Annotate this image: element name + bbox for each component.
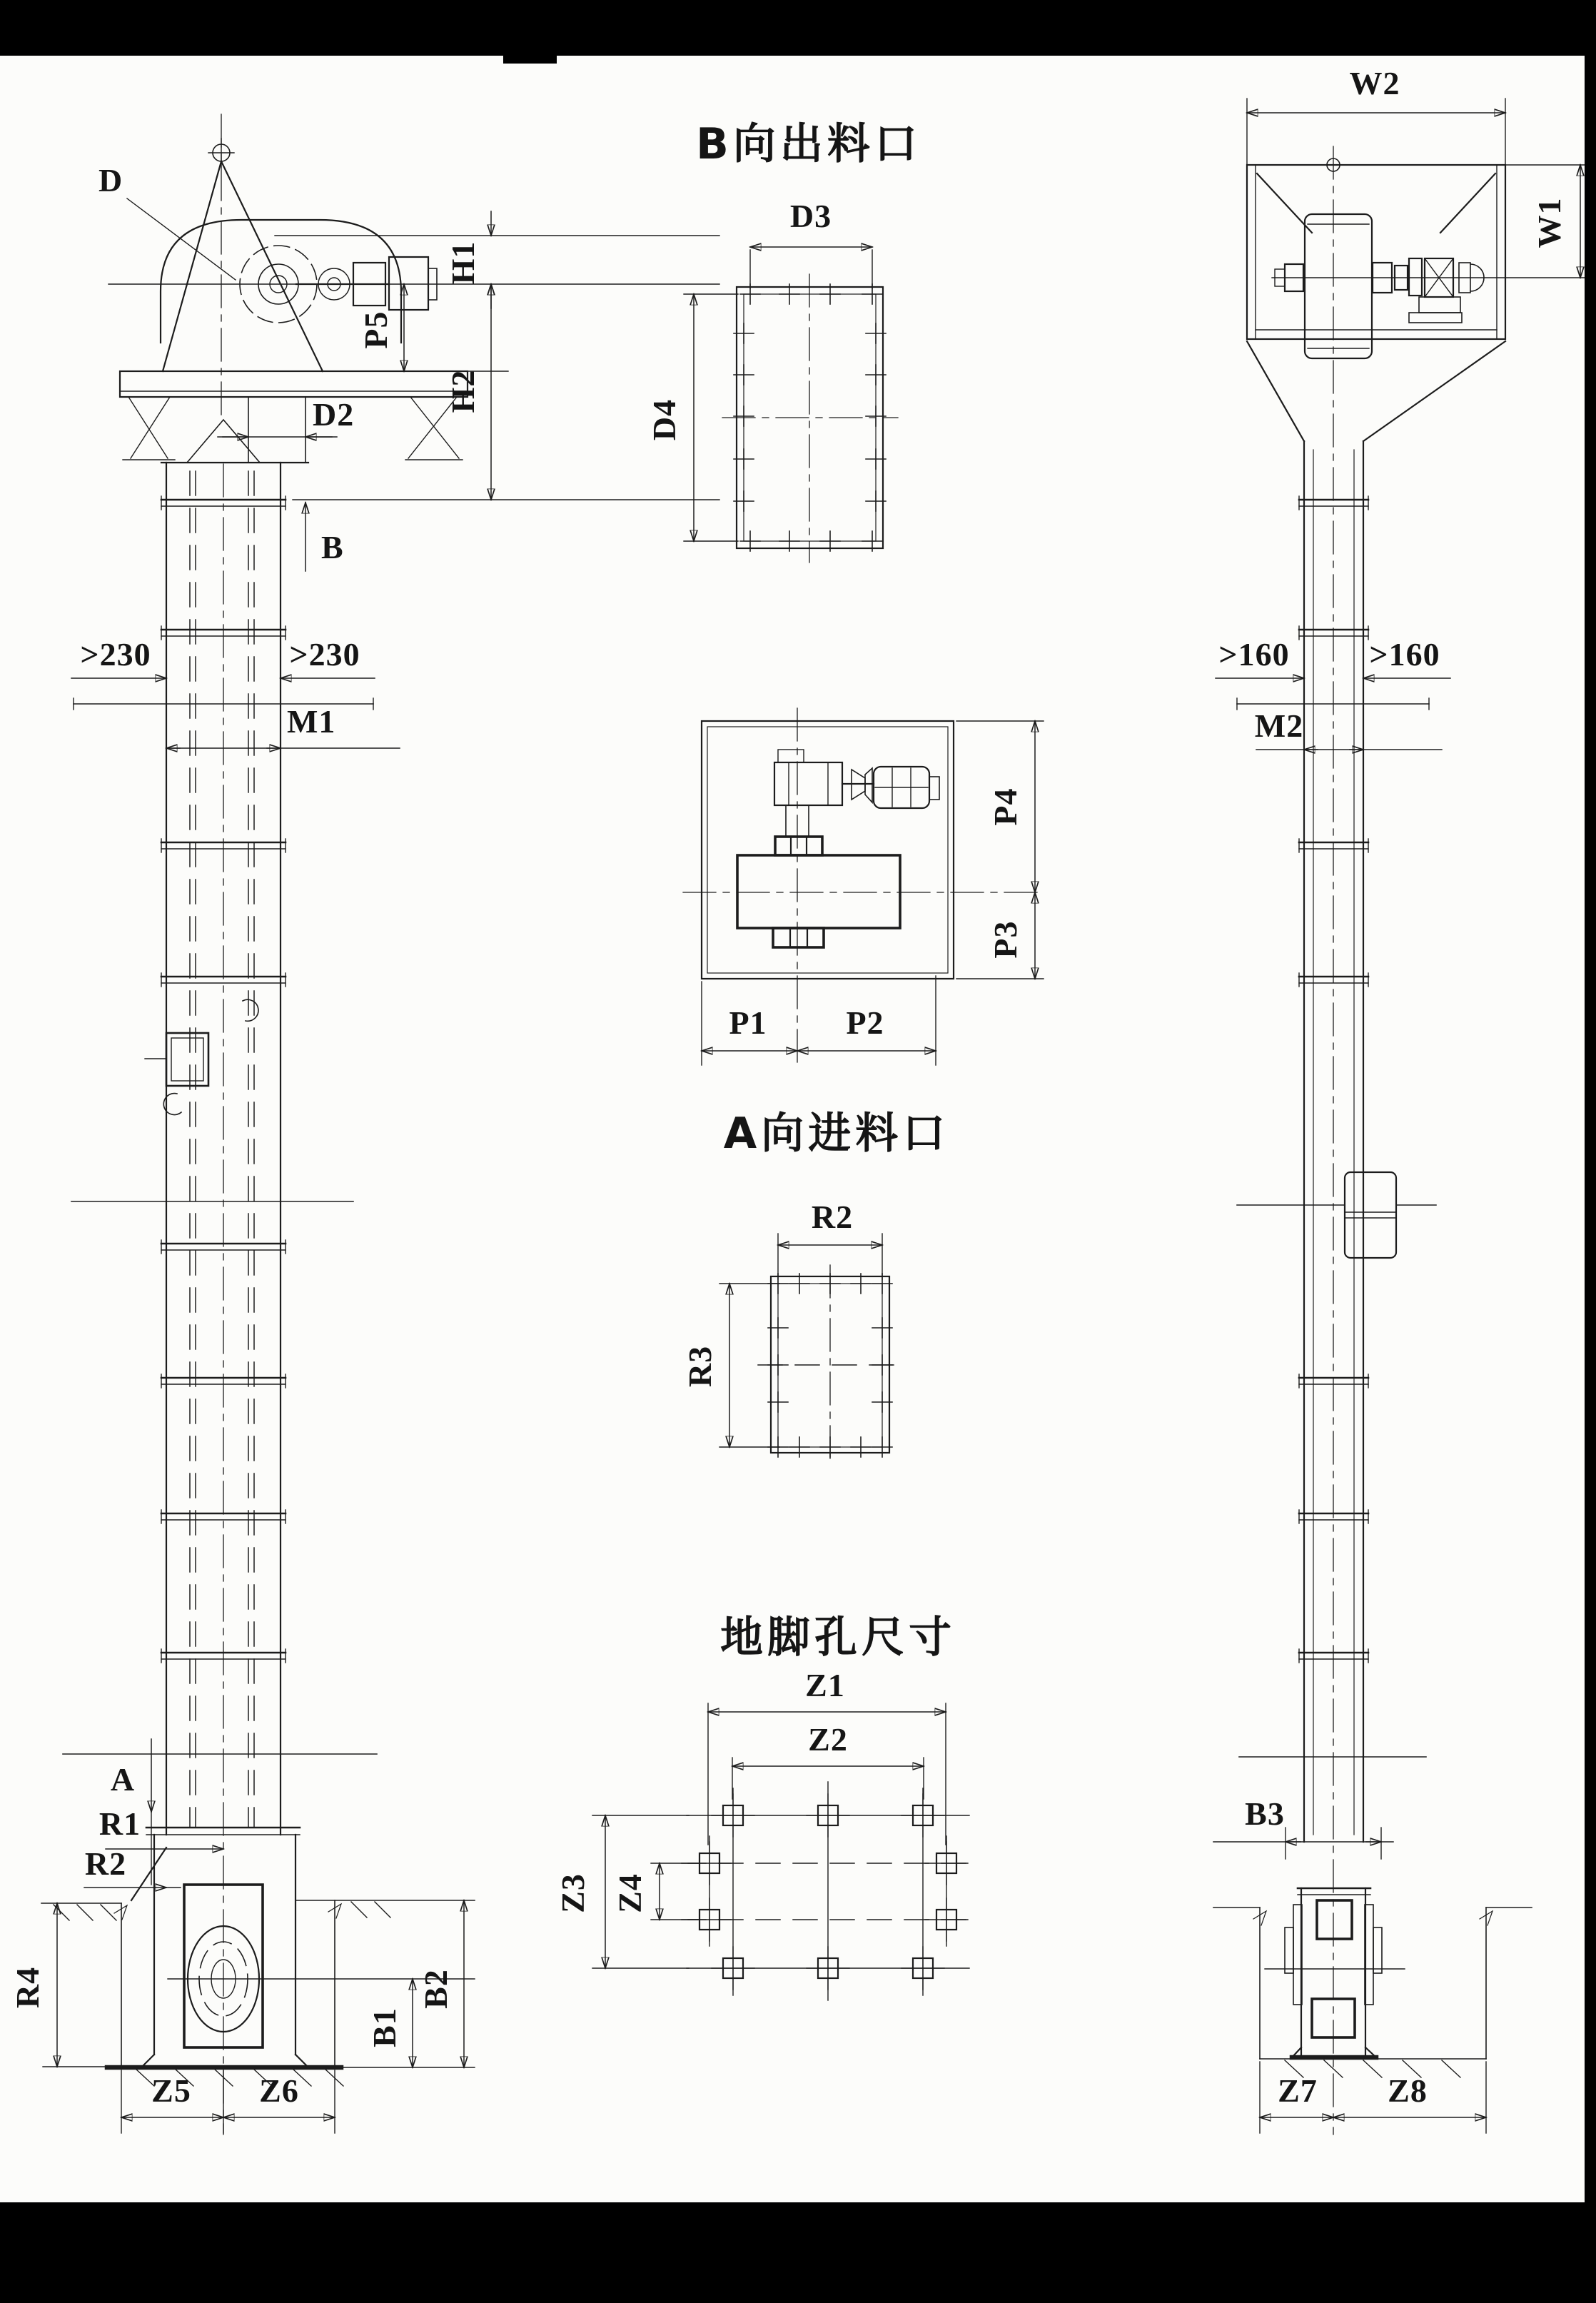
dim-label-b3: B3 — [1245, 1795, 1285, 1832]
dim-label-d3: D3 — [789, 198, 832, 234]
dim-label-clearance-left-side: >160 — [1218, 636, 1290, 672]
dim-label-z6: Z6 — [259, 2072, 299, 2109]
dim-label-z5: Z5 — [151, 2072, 191, 2109]
inlet-view-title: A向进料口 — [723, 1109, 950, 1159]
pit-ground-side — [1213, 1908, 1532, 2077]
outlet-flange-view — [646, 119, 921, 563]
scan-border-bottom — [0, 2202, 1596, 2303]
dim-label-b1: B1 — [366, 2007, 403, 2047]
head-platform — [120, 371, 468, 397]
head-frame-side — [1247, 165, 1505, 339]
dim-label-clearance-left: >230 — [80, 636, 151, 672]
dim-label-r4: R4 — [9, 1966, 46, 2009]
side-elevation-view — [1213, 65, 1592, 2135]
dim-label-z8: Z8 — [1388, 2072, 1428, 2109]
dim-label-h1: H1 — [445, 241, 481, 285]
flow-arrow-a-label: A — [110, 1761, 136, 1798]
dim-label-m1: M1 — [287, 703, 336, 740]
inspection-door — [166, 1033, 208, 1086]
dim-label-d4: D4 — [646, 398, 682, 441]
dim-label-r2-inlet: R2 — [811, 1199, 854, 1235]
dim-label-p5: P5 — [358, 311, 394, 349]
dim-label-r1: R1 — [99, 1805, 141, 1842]
dim-label-d: D — [99, 162, 123, 198]
dim-label-z3: Z3 — [555, 1873, 591, 1913]
dim-label-p2: P2 — [846, 1004, 884, 1041]
anchor-view-title: 地脚孔尺寸 — [720, 1613, 956, 1663]
drive-unit-side — [1275, 258, 1484, 323]
dim-label-w2: W2 — [1349, 65, 1400, 101]
scan-artifact — [503, 56, 557, 64]
boot-section-side — [1265, 1888, 1405, 2057]
drive-unit-plan — [774, 750, 939, 837]
outlet-view-title: B向出料口 — [696, 119, 921, 169]
dim-label-d2: D2 — [313, 396, 355, 433]
head-plan-view — [683, 708, 1044, 1067]
discharge-spout — [248, 397, 305, 463]
front-elevation-view — [9, 114, 719, 2135]
scan-border-top — [0, 0, 1596, 56]
dim-label-z1: Z1 — [805, 1667, 845, 1703]
dim-label-b2: B2 — [418, 1969, 454, 2009]
scan-border-right — [1585, 0, 1596, 2303]
dim-label-r3: R3 — [682, 1345, 718, 1388]
dim-label-r2: R2 — [84, 1845, 127, 1882]
dim-label-h2: H2 — [445, 369, 481, 413]
boot-section-front — [107, 1828, 475, 2067]
flow-arrow-b-label: B — [321, 529, 344, 565]
dim-label-clearance-right: >230 — [289, 636, 360, 672]
head-pulley-plan — [737, 855, 900, 928]
dim-label-m2: M2 — [1254, 707, 1304, 744]
inlet-chute-side — [1237, 1172, 1436, 1258]
dim-label-clearance-right-side: >160 — [1369, 636, 1440, 672]
dim-label-p1: P1 — [729, 1004, 767, 1041]
dim-label-p3: P3 — [987, 920, 1024, 959]
head-pulley-side — [1305, 214, 1372, 358]
dim-label-z4: Z4 — [612, 1873, 648, 1913]
dim-label-w1: W1 — [1531, 197, 1567, 248]
head-drive-motor — [296, 257, 437, 310]
anchor-hole-layout-view — [555, 1613, 974, 2000]
dim-label-p4: P4 — [987, 787, 1024, 826]
dim-label-z7: Z7 — [1278, 2072, 1318, 2109]
dim-label-z2: Z2 — [808, 1721, 848, 1758]
inlet-flange-view — [682, 1109, 949, 1465]
